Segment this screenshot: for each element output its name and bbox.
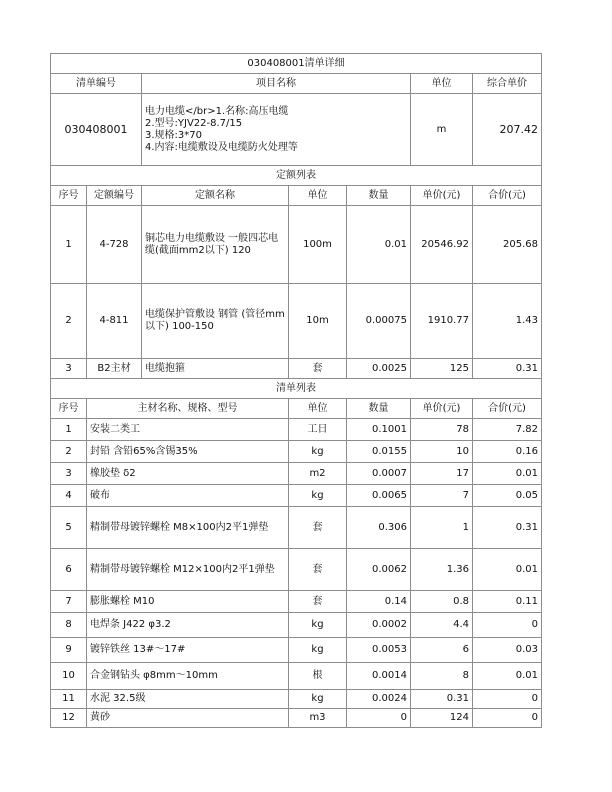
material-row xyxy=(51,591,542,613)
quota-section-title: 定额列表 xyxy=(51,166,542,186)
quota-header-row xyxy=(51,186,542,206)
description-line: 2.型号:YJV22-8.7/15 xyxy=(145,117,243,129)
material-name: 精制带母镀锌螺栓 M8×100内2平1弹垫 xyxy=(87,507,289,549)
material-qty: 0.0024 xyxy=(347,690,411,709)
list-price-header: 综合单价 xyxy=(473,74,542,94)
material-name: 橡胶垫 δ2 xyxy=(87,463,289,485)
material-qty: 0 xyxy=(347,709,411,728)
quota-header-cell: 合价(元) xyxy=(473,186,542,206)
material-no: 4 xyxy=(51,485,87,507)
material-total: 7.82 xyxy=(473,419,542,441)
material-price: 1 xyxy=(411,507,473,549)
material-price: 1.36 xyxy=(411,549,473,591)
material-unit: 根 xyxy=(289,663,347,690)
description-line: 电力电缆</br>1.名称:高压电缆 xyxy=(145,105,289,117)
sheet-title: 030408001清单详细 xyxy=(51,54,542,74)
quota-name: 电缆抱箍 xyxy=(142,359,289,379)
quota-no: 2 xyxy=(51,284,87,359)
material-total: 0.01 xyxy=(473,549,542,591)
material-header-cell: 单价(元) xyxy=(411,399,473,419)
material-row xyxy=(51,419,542,441)
material-no: 12 xyxy=(51,709,87,728)
material-unit: m3 xyxy=(289,709,347,728)
material-unit: kg xyxy=(289,638,347,663)
quota-header-cell: 单价(元) xyxy=(411,186,473,206)
quota-total: 0.31 xyxy=(473,359,542,379)
material-row xyxy=(51,441,542,463)
quota-no: 3 xyxy=(51,359,87,379)
material-unit: kg xyxy=(289,441,347,463)
material-price: 7 xyxy=(411,485,473,507)
material-price: 17 xyxy=(411,463,473,485)
material-total: 0.11 xyxy=(473,591,542,613)
material-row xyxy=(51,485,542,507)
material-qty: 0.0007 xyxy=(347,463,411,485)
material-row xyxy=(51,549,542,591)
material-price: 78 xyxy=(411,419,473,441)
material-header-cell: 序号 xyxy=(51,399,87,419)
quota-header-cell: 数量 xyxy=(347,186,411,206)
material-qty: 0.1001 xyxy=(347,419,411,441)
material-unit: 工日 xyxy=(289,419,347,441)
material-total: 0.16 xyxy=(473,441,542,463)
quota-header-cell: 序号 xyxy=(51,186,87,206)
material-unit: kg xyxy=(289,485,347,507)
material-header-row xyxy=(51,399,542,419)
material-qty: 0.0065 xyxy=(347,485,411,507)
material-no: 11 xyxy=(51,690,87,709)
material-total: 0.05 xyxy=(473,485,542,507)
quota-total: 1.43 xyxy=(473,284,542,359)
quota-qty: 0.0025 xyxy=(347,359,411,379)
material-price: 0.31 xyxy=(411,690,473,709)
quota-code: B2主材 xyxy=(87,359,142,379)
material-price: 6 xyxy=(411,638,473,663)
material-price: 124 xyxy=(411,709,473,728)
list-name-header: 项目名称 xyxy=(142,74,411,94)
list-item-price: 207.42 xyxy=(473,94,542,166)
material-qty: 0.0002 xyxy=(347,613,411,638)
material-total: 0 xyxy=(473,613,542,638)
material-name: 镀锌铁丝 13#～17# xyxy=(87,638,289,663)
material-name: 破布 xyxy=(87,485,289,507)
quota-row xyxy=(51,206,542,284)
quota-code: 4-811 xyxy=(87,284,142,359)
quota-name: 铜芯电力电缆敷设 一般四芯电缆(截面mm2以下) 120 xyxy=(142,206,289,284)
material-name: 黄砂 xyxy=(87,709,289,728)
list-item-code: 030408001 xyxy=(51,94,142,166)
material-price: 4.4 xyxy=(411,613,473,638)
material-name: 安装二类工 xyxy=(87,419,289,441)
material-name: 精制带母镀锌螺栓 M12×100内2平1弹垫 xyxy=(87,549,289,591)
quota-qty: 0.01 xyxy=(347,206,411,284)
material-name: 封铅 含铅65%含锡35% xyxy=(87,441,289,463)
material-qty: 0.0155 xyxy=(347,441,411,463)
material-row xyxy=(51,463,542,485)
material-no: 10 xyxy=(51,663,87,690)
material-row xyxy=(51,663,542,690)
material-name: 电焊条 J422 φ3.2 xyxy=(87,613,289,638)
material-header-cell: 单位 xyxy=(289,399,347,419)
material-qty: 0.0053 xyxy=(347,638,411,663)
material-total: 0.01 xyxy=(473,463,542,485)
quota-no: 1 xyxy=(51,206,87,284)
material-total: 0 xyxy=(473,690,542,709)
material-unit: kg xyxy=(289,690,347,709)
quota-header-cell: 单位 xyxy=(289,186,347,206)
quota-header-cell: 定额名称 xyxy=(142,186,289,206)
quota-price: 125 xyxy=(411,359,473,379)
material-no: 1 xyxy=(51,419,87,441)
quota-row xyxy=(51,284,542,359)
material-unit: 套 xyxy=(289,591,347,613)
material-row xyxy=(51,690,542,709)
quota-total: 205.68 xyxy=(473,206,542,284)
material-total: 0.03 xyxy=(473,638,542,663)
list-header-row xyxy=(51,74,542,94)
material-unit: 套 xyxy=(289,549,347,591)
material-no: 9 xyxy=(51,638,87,663)
description-line: 3.规格:3*70 xyxy=(145,129,202,141)
material-no: 2 xyxy=(51,441,87,463)
material-qty: 0.0062 xyxy=(347,549,411,591)
quota-unit: 100m xyxy=(289,206,347,284)
bill-detail-table xyxy=(50,53,542,728)
material-row xyxy=(51,638,542,663)
quota-header-cell: 定额编号 xyxy=(87,186,142,206)
quota-unit: 套 xyxy=(289,359,347,379)
material-no: 7 xyxy=(51,591,87,613)
material-header-cell: 合价(元) xyxy=(473,399,542,419)
material-unit: m2 xyxy=(289,463,347,485)
material-no: 8 xyxy=(51,613,87,638)
material-qty: 0.0014 xyxy=(347,663,411,690)
material-section-title: 清单列表 xyxy=(51,379,542,399)
material-no: 3 xyxy=(51,463,87,485)
quota-code: 4-728 xyxy=(87,206,142,284)
material-qty: 0.14 xyxy=(347,591,411,613)
quota-price: 20546.92 xyxy=(411,206,473,284)
list-item-row xyxy=(51,94,542,166)
material-price: 10 xyxy=(411,441,473,463)
list-code-header: 清单编号 xyxy=(51,74,142,94)
quota-row xyxy=(51,359,542,379)
material-no: 5 xyxy=(51,507,87,549)
material-total: 0 xyxy=(473,709,542,728)
list-unit-header: 单位 xyxy=(411,74,473,94)
material-row xyxy=(51,709,542,728)
material-row xyxy=(51,613,542,638)
quota-qty: 0.00075 xyxy=(347,284,411,359)
material-qty: 0.306 xyxy=(347,507,411,549)
material-total: 0.31 xyxy=(473,507,542,549)
material-unit: 套 xyxy=(289,507,347,549)
material-name: 水泥 32.5级 xyxy=(87,690,289,709)
quota-price: 1910.77 xyxy=(411,284,473,359)
material-no: 6 xyxy=(51,549,87,591)
material-row xyxy=(51,507,542,549)
quota-unit: 10m xyxy=(289,284,347,359)
material-total: 0.01 xyxy=(473,663,542,690)
material-unit: kg xyxy=(289,613,347,638)
material-header-cell: 数量 xyxy=(347,399,411,419)
material-header-cell: 主材名称、规格、型号 xyxy=(87,399,289,419)
material-name: 合金钢钻头 φ8mm～10mm xyxy=(87,663,289,690)
list-item-unit: m xyxy=(411,94,473,166)
quota-name: 电缆保护管敷设 钢管 (管径mm以下) 100-150 xyxy=(142,284,289,359)
description-line: 4.内容:电缆敷设及电缆防火处理等 xyxy=(145,141,298,153)
material-price: 8 xyxy=(411,663,473,690)
list-item-description xyxy=(142,94,411,166)
material-price: 0.8 xyxy=(411,591,473,613)
material-name: 膨胀螺栓 M10 xyxy=(87,591,289,613)
